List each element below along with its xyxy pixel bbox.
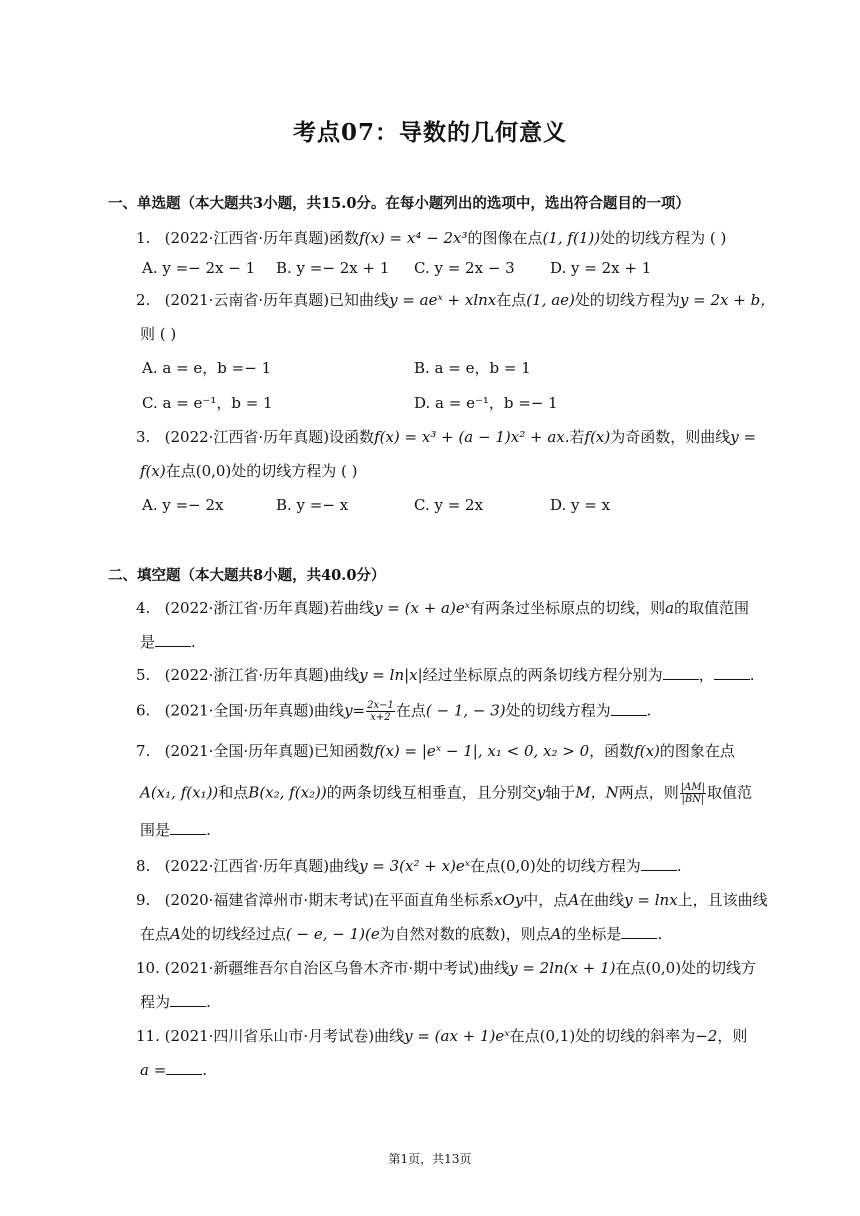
- fraction: $\frac{2x-1}{x+2}$: [367, 700, 394, 723]
- q1-option-b: B. y =− 2x + 1: [276, 259, 390, 277]
- q3-option-b: B. y =− x: [276, 496, 349, 514]
- q3-option-a: A. y =− 2x: [142, 496, 224, 514]
- page-footer: 第1页，共13页: [388, 1152, 472, 1166]
- question-7: 7. (2021·全国·历年真题)已知函数f(x) = |eˣ − 1|, x₁ < 0, x₂ > 0，函数f(x)的图象在点: [136, 742, 735, 760]
- q2-option-d: D. a = e⁻¹，b =− 1: [414, 394, 558, 412]
- question-2-continuation: 则 ( ): [140, 325, 177, 343]
- answer-blank[interactable]: [155, 632, 191, 647]
- question-3: 3. (2022·江西省·历年真题)设函数f(x) = x³ + (a − 1)x² + ax.若f(x)为奇函数，则曲线y =: [136, 428, 757, 446]
- answer-blank[interactable]: [611, 701, 647, 716]
- answer-blank[interactable]: [170, 820, 206, 835]
- question-11: 11. (2021·四川省乐山市·月考试卷)曲线y = (ax + 1)eˣ在点(0,1)处的切线的斜率为−2，则: [136, 1027, 748, 1045]
- q2-option-c: C. a = e⁻¹，b = 1: [142, 394, 273, 412]
- q1-option-c: C. y = 2x − 3: [414, 259, 515, 277]
- question-2: 2. (2021·云南省·历年真题)已知曲线y = aeˣ + xlnx在点(1, ae)处的切线方程为y = 2x + b，: [136, 291, 776, 309]
- fraction: $\frac{|AM|}{|BN|}$: [680, 782, 705, 805]
- q2-option-b: B. a = e，b = 1: [414, 359, 531, 377]
- question-1: 1. (2022·江西省·历年真题)函数f(x) = x⁴ − 2x³的图像在点(1, f(1))处的切线方程为 ( ): [136, 229, 727, 247]
- question-5: 5. (2022·浙江省·历年真题)曲线y = ln|x|经过坐标原点的两条切线方程分别为 ， .: [136, 666, 755, 684]
- section-heading-single-choice: 一、单选题（本大题共3小题，共15.0分。在每小题列出的选项中，选出符合题目的一项）: [108, 195, 690, 212]
- question-4-continuation: 是 .: [140, 633, 196, 651]
- question-9: 9. (2020·福建省漳州市·期末考试)在平面直角坐标系xOy中，点A在曲线y = lnx上，且该曲线: [136, 891, 768, 909]
- question-10: 10. (2021·新疆维吾尔自治区乌鲁木齐市·期中考试)曲线y = 2ln(x + 1)在点(0,0)处的切线方: [136, 959, 757, 977]
- question-4: 4. (2022·浙江省·历年真题)若曲线y = (x + a)eˣ有两条过坐标原点的切线，则a的取值范围: [136, 599, 750, 617]
- q3-option-d: D. y = x: [550, 496, 611, 514]
- q2-option-a: A. a = e，b =− 1: [142, 359, 272, 377]
- answer-blank[interactable]: [621, 924, 657, 939]
- question-6: 6. (2021·全国·历年真题)曲线y= $\frac{2x-1}{x+2}$ 在点( − 1, − 3)处的切线方程为 .: [136, 700, 652, 723]
- question-10-continuation: 程为 .: [140, 993, 211, 1011]
- question-3-continuation: f(x)在点(0,0)处的切线方程为 ( ): [140, 462, 358, 480]
- question-8: 8. (2022·江西省·历年真题)曲线y = 3(x² + x)eˣ在点(0,0)处的切线方程为 .: [136, 857, 682, 875]
- answer-blank[interactable]: [641, 856, 677, 871]
- question-7-line-2: A(x₁, f(x₁))和点B(x₂, f(x₂))的两条切线互相垂直，且分别交y轴于M，N两点，则 $\frac{|AM|}{|BN|}$ 取值范: [140, 782, 752, 805]
- q3-option-c: C. y = 2x: [414, 496, 484, 514]
- answer-blank[interactable]: [714, 665, 750, 680]
- answer-blank[interactable]: [663, 665, 699, 680]
- answer-blank[interactable]: [170, 992, 206, 1007]
- q1-option-d: D. y = 2x + 1: [550, 259, 652, 277]
- answer-blank[interactable]: [166, 1060, 202, 1075]
- question-11-continuation: a = .: [140, 1061, 208, 1079]
- section-heading-fill-in: 二、填空题（本大题共8小题，共40.0分）: [108, 567, 386, 584]
- q1-option-a: A. y =− 2x − 1: [142, 259, 256, 277]
- page-title: 考点07：导数的几何意义: [292, 119, 567, 146]
- question-9-continuation: 在点A处的切线经过点( − e, − 1)(e为自然对数的底数)，则点A的坐标是 .: [140, 925, 663, 943]
- question-7-continuation: 围是 .: [140, 821, 211, 839]
